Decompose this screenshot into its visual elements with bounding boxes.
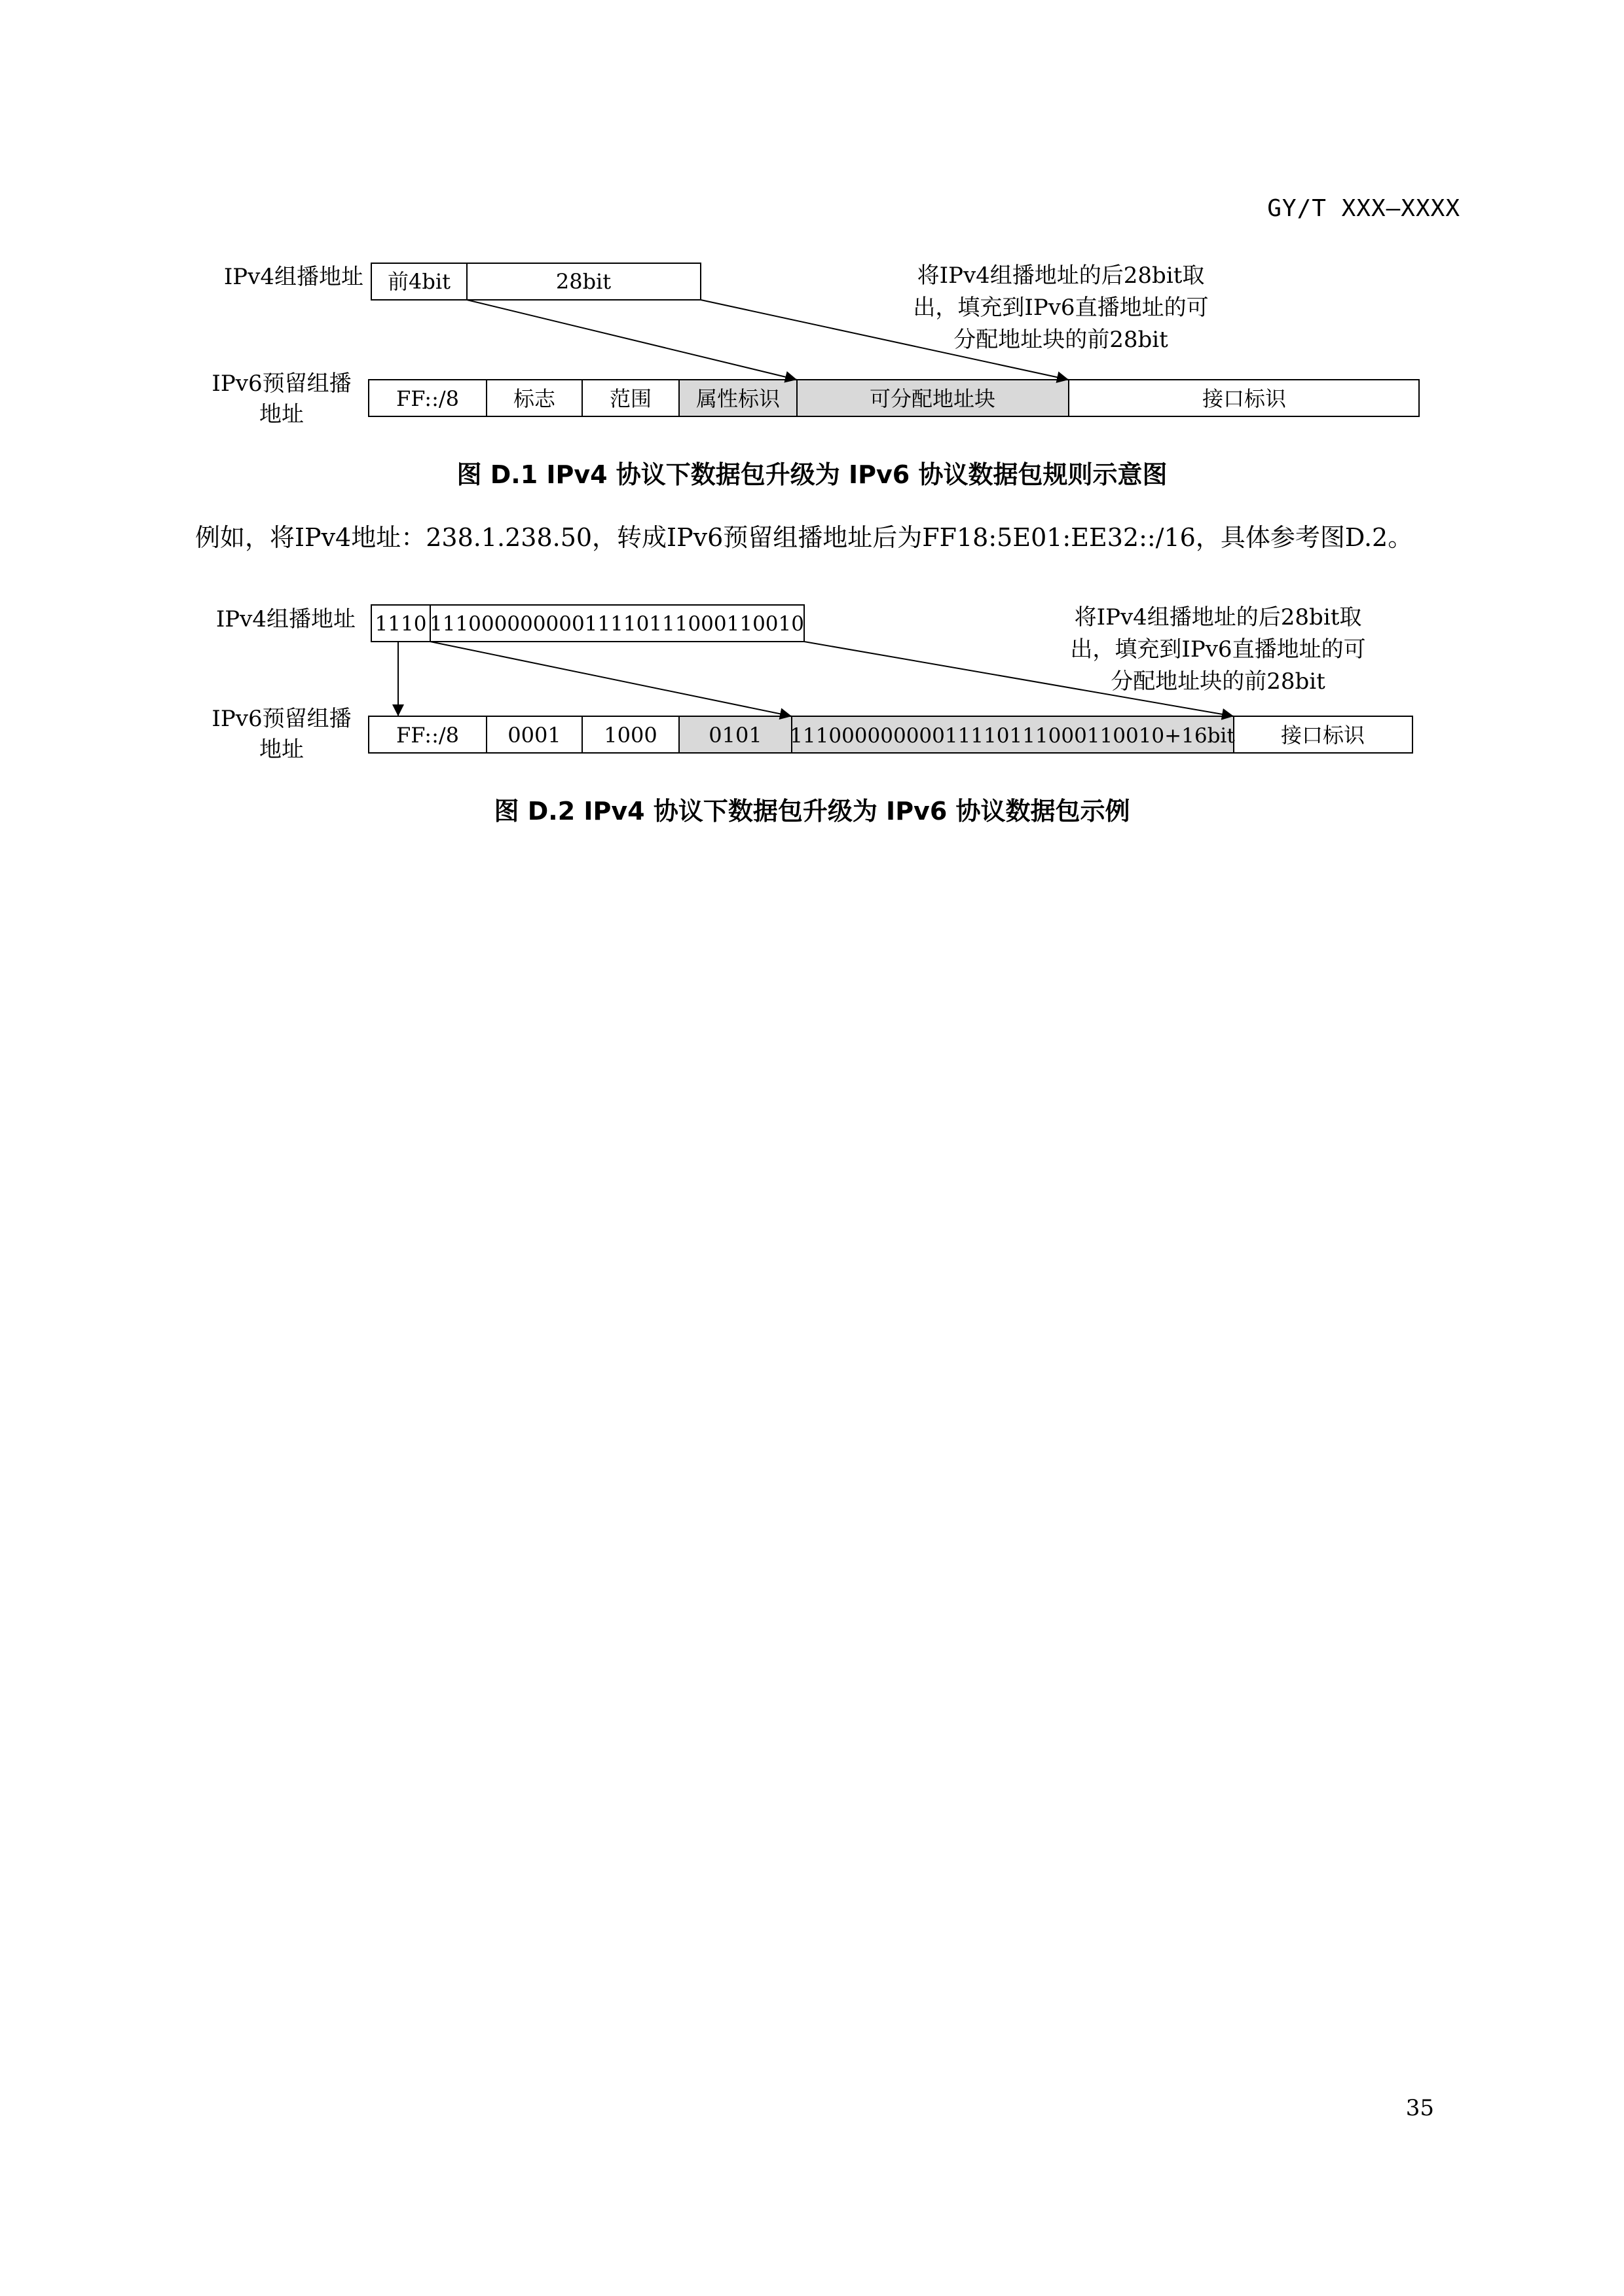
ipv4-multicast-label: IPv4组播地址 — [223, 264, 363, 290]
ipv6-field-attribute-bits: 0101 — [709, 723, 762, 748]
ipv4-field-prefix: 前4bit — [388, 269, 451, 294]
ipv6-field-interface-id: 接口标识 — [1202, 386, 1287, 411]
figure-d2-caption: 图 D.2 IPv4 协议下数据包升级为 IPv6 协议数据包示例 — [494, 797, 1130, 826]
annotation-line-1: 将IPv4组播地址的后28bit取 — [1074, 604, 1362, 630]
page-number: 35 — [1405, 2095, 1434, 2121]
ipv6-field-scope-bits: 1000 — [604, 723, 657, 748]
ipv6-field-assignable-block: 可分配地址块 — [869, 386, 996, 411]
figure-d1-caption: 图 D.1 IPv4 协议下数据包升级为 IPv6 协议数据包规则示意图 — [456, 460, 1168, 489]
ipv6-reserved-label-line1: IPv6预留组播 — [212, 706, 352, 732]
ipv6-reserved-label-line2: 地址 — [259, 401, 304, 428]
figure-d2-diagram — [0, 589, 1624, 779]
ipv4-field-prefix-bits: 1110 — [375, 612, 427, 636]
mapping-arrow-start — [467, 300, 797, 380]
annotation-line-2: 出，填充到IPv6直播地址的可 — [913, 295, 1209, 321]
ipv6-field-flag-bits: 0001 — [507, 723, 561, 748]
ipv4-multicast-label: IPv4组播地址 — [215, 606, 356, 632]
ipv6-field-ff: FF::/8 — [396, 386, 459, 411]
ipv6-reserved-label-line1: IPv6预留组播 — [212, 371, 352, 397]
ipv4-field-28bit: 28bit — [555, 269, 612, 294]
annotation-line-3: 分配地址块的前28bit — [953, 327, 1168, 353]
figure-d1-diagram — [0, 249, 1624, 439]
mapping-arrow-start — [430, 642, 792, 716]
annotation-line-1: 将IPv4组播地址的后28bit取 — [917, 263, 1205, 289]
annotation-line-3: 分配地址块的前28bit — [1111, 668, 1325, 695]
ipv6-field-ff: FF::/8 — [396, 723, 459, 748]
ipv6-field-flag: 标志 — [513, 386, 556, 411]
ipv4-field-remaining-bits: 11100000000011110111000110010 — [430, 612, 804, 636]
annotation-line-2: 出，填充到IPv6直播地址的可 — [1070, 636, 1366, 663]
ipv6-reserved-label-line2: 地址 — [259, 737, 304, 763]
document-code: GY/T XXX—XXXX — [1267, 195, 1460, 222]
ipv6-field-interface-id: 接口标识 — [1280, 723, 1365, 748]
ipv6-field-attribute: 属性标识 — [695, 386, 781, 411]
example-paragraph: 例如，将IPv4地址：238.1.238.50，转成IPv6预留组播地址后为FF18:5E01:EE32::/16，具体参考图D.2。 — [195, 523, 1413, 552]
ipv6-field-assignable-bits: 11100000000011110111000110010+16bit — [790, 724, 1235, 748]
ipv6-field-scope: 范围 — [609, 386, 652, 411]
